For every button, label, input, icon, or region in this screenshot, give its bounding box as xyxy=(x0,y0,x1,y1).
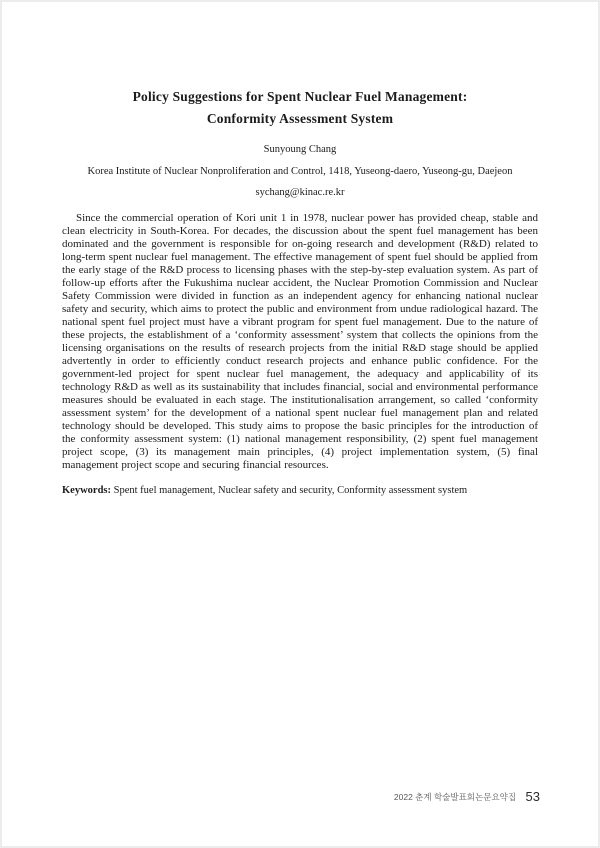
abstract-paragraph: Since the commercial operation of Kori unit 1 in 1978, nuclear power has provided cheap, stable and clean electricity in South-Korea. For decades, the discussion about the spent fuel management has been dominated and the government is responsible for on-going research and development (R&D) related to long-term spent nuclear fuel management. The effective management of spent fuel should be applied from the early stage of the R&D process to licensing phases with the step-by-step evaluation system. As part of follow-up efforts after the Fukushima nuclear accident, the Nuclear Promotion Commission and Nuclear Safety Commission were divided in function as an independent agency for enhancing national nuclear safety and security, which aims to protect the public and environment from undue radiological hazard. The national spent fuel project must have a vibrant program for spent fuel management. Due to the nature of these projects, the establishment of a ‘conformity assessment’ system that collects the opinions from the licensing organisations on the results of research projects from the initial R&D stage should be applied advertently in order to efficiently conduct research projects and enhance public confidence. For the government-led project for spent nuclear fuel management, the adequacy and applicability of its technology R&D as well as its sustainability that includes financial, social and environmental performance measures should be evaluated in each stage. The institutionalisation arrangement, so called ‘conformity assessment system’ for the development of a national spent nuclear fuel management plan and related technology should be developed. This study aims to propose the basic principles for the introduction of the conformity assessment system: (1) national management responsibility, (2) spent fuel management project scope, (3) its management main principles, (4) project implementation system, (5) final management project scope and securing financial resources. xyxy=(62,211,538,472)
keywords-label: Keywords: xyxy=(62,485,111,497)
paper-title xyxy=(62,86,538,130)
footer-page-number: 53 xyxy=(525,789,540,804)
affiliation: Korea Institute of Nuclear Nonproliferation and Control, 1418, Yuseong-daero, Yuseong-gu, Daejeon xyxy=(87,165,513,177)
paper-meta xyxy=(62,139,538,204)
page-footer xyxy=(394,788,540,806)
paper-title-line1: Policy Suggestions for Spent Nuclear Fuel Management: xyxy=(132,89,468,104)
author-name: Sunyoung Chang xyxy=(263,144,337,155)
paper-title-line2: Conformity Assessment System xyxy=(206,111,394,126)
page-content xyxy=(62,2,538,497)
footer-booklet-title: 2022 춘계 학술발표회논문요약집 xyxy=(393,792,517,802)
keywords-text: Spent fuel management, Nuclear safety and security, Conformity assessment system xyxy=(113,485,468,497)
keywords-line xyxy=(62,484,538,497)
email-address: sychang@kinac.re.kr xyxy=(255,187,345,198)
